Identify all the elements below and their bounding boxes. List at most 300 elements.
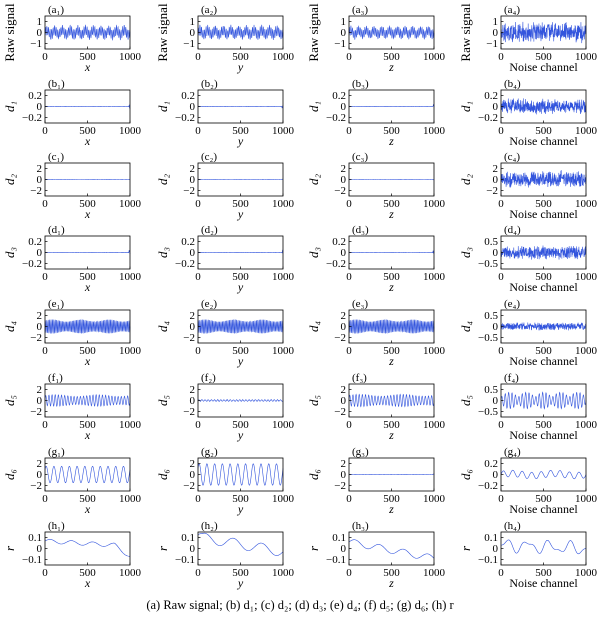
subplot-f2	[155, 372, 295, 442]
subplot-label: (e₁)	[48, 298, 65, 310]
y-axis-label: r	[458, 545, 473, 552]
y-tick-label: 0	[36, 101, 42, 114]
series-line	[501, 245, 586, 259]
x-axis-label: z	[389, 207, 394, 221]
subplot-label: (b₄)	[504, 78, 521, 90]
y-axis-label: d₃	[2, 246, 17, 259]
y-tick-label: 2	[189, 458, 195, 471]
x-axis-label: x	[84, 280, 91, 294]
y-axis-label: Raw signal	[2, 3, 17, 62]
series-line	[45, 25, 130, 41]
x-tick-label: 1000	[423, 345, 445, 357]
subplot-label: (a₃)	[352, 4, 369, 16]
y-tick-label: 0	[340, 247, 346, 260]
y-axis-label: d₃	[306, 246, 321, 259]
y-axis-label: d₃	[155, 246, 170, 259]
x-tick-label: 1000	[119, 493, 141, 505]
x-axis-label: Noise channel	[509, 428, 578, 442]
y-tick-label: −2	[334, 184, 346, 197]
y-tick-label: 2	[36, 384, 42, 397]
subplot-h2	[155, 520, 295, 590]
y-tick-label: −1	[334, 37, 346, 50]
y-tick-label: 0	[492, 27, 498, 40]
x-tick-label: 500	[383, 493, 400, 505]
subplot-g2	[155, 446, 295, 516]
x-tick-label: 0	[498, 271, 504, 283]
y-tick-label: 0	[189, 247, 195, 260]
y-tick-label: 2	[340, 310, 346, 323]
series-line	[198, 400, 283, 402]
x-tick-label: 0	[195, 493, 201, 505]
subplot-h1	[2, 520, 142, 590]
y-tick-label: 0	[36, 247, 42, 260]
series-line	[45, 539, 130, 556]
series-line	[349, 394, 434, 406]
x-tick-label: 0	[42, 51, 48, 63]
y-tick-label: 0	[189, 27, 195, 40]
y-axis-label: d₃	[458, 246, 473, 259]
series-line	[198, 464, 283, 485]
y-tick-label: 0	[492, 469, 498, 482]
series-line	[45, 320, 130, 334]
y-axis-label: d₂	[2, 173, 17, 186]
subplot-grid	[2, 3, 598, 590]
x-tick-label: 1000	[272, 345, 294, 357]
x-tick-label: 1000	[119, 198, 141, 210]
y-tick-label: 0	[492, 101, 498, 114]
x-axis-label: z	[389, 576, 394, 590]
subplot-b4	[458, 78, 598, 148]
y-tick-label: −0.1	[175, 553, 195, 566]
axes-frame	[501, 532, 586, 565]
x-tick-label: 500	[383, 567, 400, 579]
y-tick-label: 0.2	[181, 90, 195, 103]
y-axis-label: d₁	[155, 100, 170, 113]
x-tick-label: 0	[195, 198, 201, 210]
x-tick-label: 1000	[575, 493, 597, 505]
y-axis-label: d₅	[306, 394, 321, 407]
y-tick-label: −0.2	[175, 257, 195, 270]
x-tick-label: 1000	[272, 493, 294, 505]
subplot-label: (h₂)	[201, 520, 218, 532]
y-tick-label: 2	[189, 384, 195, 397]
subplot-label: (b₃)	[352, 78, 369, 90]
y-tick-label: 0	[36, 469, 42, 482]
subplot-label: (c₃)	[352, 151, 369, 163]
subplot-b3	[306, 78, 446, 148]
y-axis-label: d₄	[458, 320, 473, 333]
x-tick-label: 0	[346, 345, 352, 357]
y-axis-label: d₆	[306, 468, 321, 481]
x-tick-label: 0	[42, 567, 48, 579]
y-axis-label: d₂	[306, 173, 321, 186]
series-line	[501, 22, 586, 43]
series-line	[198, 320, 283, 334]
x-tick-label: 1000	[272, 271, 294, 283]
y-tick-label: −2	[183, 184, 195, 197]
y-tick-label: 0	[189, 321, 195, 334]
x-axis-label: x	[84, 60, 91, 74]
x-axis-label: Noise channel	[509, 280, 578, 294]
x-tick-label: 1000	[272, 567, 294, 579]
x-axis-label: x	[84, 354, 91, 368]
y-tick-label: −0.2	[326, 257, 346, 270]
x-tick-label: 500	[535, 51, 552, 63]
x-tick-label: 500	[232, 567, 249, 579]
y-tick-label: −2	[334, 405, 346, 418]
subplot-label: (a₂)	[201, 4, 218, 16]
subplot-e3	[306, 298, 446, 368]
axes-frame	[349, 532, 434, 565]
series-line	[45, 250, 130, 254]
y-tick-label: 2	[340, 458, 346, 471]
subplot-c2	[155, 151, 295, 221]
x-tick-label: 0	[195, 567, 201, 579]
y-tick-label: 0.2	[181, 236, 195, 249]
x-tick-label: 0	[498, 493, 504, 505]
subplot-label: (f₁)	[48, 372, 63, 384]
subplot-label: (h₁)	[48, 520, 65, 532]
x-axis-label: y	[237, 280, 244, 294]
y-tick-label: 0	[36, 174, 42, 187]
x-tick-label: 1000	[119, 51, 141, 63]
x-axis-label: x	[84, 576, 91, 590]
y-axis-label: Raw signal	[458, 3, 473, 62]
subplot-label: (a₁)	[48, 4, 65, 16]
y-tick-label: 0	[340, 27, 346, 40]
subplot-label: (g₃)	[352, 446, 369, 458]
subplot-label: (c₁)	[48, 151, 65, 163]
y-tick-label: 0.1	[28, 532, 42, 545]
x-tick-label: 500	[535, 567, 552, 579]
y-tick-label: 0	[492, 247, 498, 260]
y-tick-label: 0.2	[28, 236, 42, 249]
y-axis-label: d₄	[2, 320, 17, 333]
x-tick-label: 0	[498, 345, 504, 357]
y-tick-label: 2	[36, 310, 42, 323]
y-axis-label: d₁	[306, 100, 321, 113]
x-axis-label: Noise channel	[509, 134, 578, 148]
x-tick-label: 500	[232, 125, 249, 137]
subplot-label: (b₂)	[201, 78, 218, 90]
x-axis-label: y	[237, 576, 244, 590]
series-line	[501, 323, 586, 331]
y-tick-label: 0	[189, 174, 195, 187]
y-tick-label: 0.2	[332, 236, 346, 249]
x-tick-label: 1000	[575, 419, 597, 431]
subplot-label: (h₃)	[352, 520, 369, 532]
y-axis-label: d₅	[155, 394, 170, 407]
x-axis-label: Noise channel	[509, 576, 578, 590]
series-line	[349, 104, 434, 107]
x-tick-label: 1000	[272, 198, 294, 210]
subplot-g1	[2, 446, 142, 516]
x-tick-label: 500	[232, 493, 249, 505]
x-tick-label: 0	[42, 345, 48, 357]
y-axis-label: d₅	[2, 394, 17, 407]
subplot-label: (c₄)	[504, 151, 521, 163]
x-tick-label: 500	[232, 51, 249, 63]
y-tick-label: −2	[30, 479, 42, 492]
subplot-b1	[2, 78, 142, 148]
series-line	[501, 392, 586, 408]
x-tick-label: 500	[79, 51, 96, 63]
series-line	[349, 179, 434, 180]
x-tick-label: 0	[346, 51, 352, 63]
y-tick-label: −0.2	[478, 479, 498, 492]
subplot-f4	[458, 372, 598, 442]
y-tick-label: −0.1	[22, 553, 42, 566]
y-tick-label: 0	[492, 543, 498, 556]
y-tick-label: 1	[492, 16, 498, 29]
x-tick-label: 0	[346, 198, 352, 210]
y-tick-label: 1	[36, 16, 42, 29]
y-tick-label: −2	[30, 405, 42, 418]
subplot-g3	[306, 446, 446, 516]
y-tick-label: 0	[340, 543, 346, 556]
subplot-h3	[306, 520, 446, 590]
y-tick-label: 2	[189, 163, 195, 176]
x-tick-label: 500	[79, 493, 96, 505]
x-tick-label: 500	[383, 345, 400, 357]
x-tick-label: 500	[79, 567, 96, 579]
subplot-label: (d₂)	[201, 224, 218, 236]
subplot-d2	[155, 224, 295, 294]
y-axis-label: d₆	[458, 468, 473, 481]
subplot-label: (a₄)	[504, 4, 521, 16]
subplot-g4	[458, 446, 598, 516]
y-axis-label: Raw signal	[306, 3, 321, 62]
x-tick-label: 1000	[119, 419, 141, 431]
x-tick-label: 500	[535, 125, 552, 137]
series-line	[45, 466, 130, 483]
x-tick-label: 0	[498, 567, 504, 579]
axes-frame	[45, 532, 130, 565]
x-tick-label: 500	[79, 125, 96, 137]
subplot-e4	[458, 298, 598, 368]
x-tick-label: 0	[346, 271, 352, 283]
x-tick-label: 0	[42, 493, 48, 505]
y-tick-label: −0.1	[326, 553, 346, 566]
subplot-h4	[458, 520, 598, 590]
x-tick-label: 500	[383, 419, 400, 431]
x-tick-label: 0	[195, 271, 201, 283]
y-tick-label: 0.1	[332, 532, 346, 545]
y-tick-label: 0.2	[484, 90, 498, 103]
y-axis-label: d₂	[458, 173, 473, 186]
x-tick-label: 0	[195, 419, 201, 431]
series-line	[349, 320, 434, 334]
y-tick-label: −0.5	[478, 257, 498, 270]
x-tick-label: 500	[232, 345, 249, 357]
x-axis-label: z	[389, 428, 394, 442]
subplot-e2	[155, 298, 295, 368]
subplot-label: (f₂)	[201, 372, 216, 384]
x-tick-label: 1000	[272, 51, 294, 63]
x-tick-label: 0	[498, 51, 504, 63]
y-tick-label: 2	[36, 458, 42, 471]
y-tick-label: −0.2	[478, 111, 498, 124]
y-axis-label: d₄	[306, 320, 321, 333]
x-axis-label: z	[389, 354, 394, 368]
x-tick-label: 0	[195, 345, 201, 357]
figure-caption: (a) Raw signal; (b) d₁; (c) d₂; (d) d₃; (e) d₄; (f) d₅; (g) d₆; (h) r	[146, 598, 454, 612]
x-axis-label: y	[237, 134, 244, 148]
x-tick-label: 500	[232, 198, 249, 210]
subplot-label: (e₂)	[201, 298, 218, 310]
series-line	[198, 106, 283, 109]
y-tick-label: −2	[334, 479, 346, 492]
series-line	[349, 540, 434, 559]
y-tick-label: 0.2	[28, 90, 42, 103]
y-tick-label: −0.2	[326, 111, 346, 124]
y-axis-label: d₆	[2, 468, 17, 481]
y-axis-label: d₁	[458, 100, 473, 113]
subplot-a1	[2, 3, 142, 74]
y-tick-label: 0	[340, 395, 346, 408]
subplot-label: (d₄)	[504, 224, 521, 236]
y-tick-label: 0	[189, 101, 195, 114]
x-tick-label: 500	[79, 345, 96, 357]
y-tick-label: 2	[189, 310, 195, 323]
x-tick-label: 500	[383, 198, 400, 210]
subplot-b2	[155, 78, 295, 148]
x-tick-label: 500	[535, 493, 552, 505]
subplot-label: (b₁)	[48, 78, 65, 90]
y-axis-label: d₄	[155, 320, 170, 333]
x-tick-label: 500	[383, 51, 400, 63]
y-tick-label: −0.2	[22, 111, 42, 124]
y-tick-label: 0.1	[484, 532, 498, 545]
x-tick-label: 1000	[423, 271, 445, 283]
x-axis-label: Noise channel	[509, 60, 578, 74]
series-line	[501, 540, 586, 554]
subplot-label: (h₄)	[504, 520, 521, 532]
subplot-a2	[155, 3, 295, 74]
subplot-label: (d₁)	[48, 224, 65, 236]
x-tick-label: 0	[42, 125, 48, 137]
x-tick-label: 1000	[119, 567, 141, 579]
x-tick-label: 500	[79, 419, 96, 431]
x-tick-label: 1000	[423, 567, 445, 579]
y-axis-label: d₁	[2, 100, 17, 113]
x-tick-label: 1000	[272, 125, 294, 137]
y-tick-label: 2	[340, 384, 346, 397]
y-tick-label: −0.2	[175, 111, 195, 124]
x-tick-label: 1000	[423, 419, 445, 431]
x-tick-label: 0	[346, 493, 352, 505]
y-tick-label: 0	[492, 395, 498, 408]
y-tick-label: −1	[486, 37, 498, 50]
y-tick-label: 0	[36, 27, 42, 40]
x-tick-label: 1000	[119, 125, 141, 137]
y-tick-label: 0	[492, 321, 498, 334]
x-tick-label: 0	[498, 198, 504, 210]
y-axis-label: d₂	[155, 173, 170, 186]
y-tick-label: 0	[36, 543, 42, 556]
x-tick-label: 500	[79, 271, 96, 283]
y-tick-label: 0	[189, 395, 195, 408]
x-axis-label: z	[389, 502, 394, 516]
x-axis-label: y	[237, 502, 244, 516]
y-tick-label: −2	[30, 331, 42, 344]
x-tick-label: 1000	[423, 198, 445, 210]
x-axis-label: x	[84, 502, 91, 516]
y-tick-label: 1	[189, 16, 195, 29]
y-tick-label: −0.2	[22, 257, 42, 270]
y-tick-label: −1	[183, 37, 195, 50]
x-tick-label: 1000	[119, 345, 141, 357]
y-tick-label: 0	[340, 321, 346, 334]
y-tick-label: 0.2	[332, 90, 346, 103]
x-axis-label: Noise channel	[509, 354, 578, 368]
x-tick-label: 0	[42, 198, 48, 210]
x-tick-label: 0	[42, 271, 48, 283]
series-line	[45, 105, 130, 108]
y-tick-label: 0	[36, 321, 42, 334]
x-axis-label: z	[389, 280, 394, 294]
x-tick-label: 500	[535, 419, 552, 431]
x-axis-label: y	[237, 60, 244, 74]
x-tick-label: 0	[346, 419, 352, 431]
y-axis-label: d₆	[155, 468, 170, 481]
subplot-label: (e₄)	[504, 298, 521, 310]
x-axis-label: x	[84, 207, 91, 221]
y-tick-label: −2	[183, 405, 195, 418]
subplot-label: (c₂)	[201, 151, 218, 163]
y-axis-label: r	[306, 545, 321, 552]
x-axis-label: Noise channel	[509, 502, 578, 516]
x-tick-label: 1000	[575, 198, 597, 210]
axes-frame	[45, 458, 130, 491]
subplot-label: (g₂)	[201, 446, 218, 458]
y-tick-label: −2	[183, 331, 195, 344]
subplot-d4	[458, 224, 598, 294]
x-tick-label: 0	[498, 125, 504, 137]
subplot-c1	[2, 151, 142, 221]
x-tick-label: 0	[346, 567, 352, 579]
x-tick-label: 0	[346, 125, 352, 137]
y-tick-label: −0.5	[478, 405, 498, 418]
y-tick-label: −1	[30, 37, 42, 50]
x-tick-label: 0	[498, 419, 504, 431]
y-tick-label: 2	[492, 163, 498, 176]
x-tick-label: 0	[42, 419, 48, 431]
series-line	[349, 26, 434, 40]
series-line	[501, 470, 586, 479]
subplot-label: (d₃)	[352, 224, 369, 236]
y-tick-label: −0.1	[478, 553, 498, 566]
subplot-e1	[2, 298, 142, 368]
series-line	[349, 474, 434, 475]
series-line	[501, 98, 586, 114]
series-line	[198, 533, 283, 555]
y-tick-label: 0.5	[484, 236, 498, 249]
x-tick-label: 1000	[575, 125, 597, 137]
subplot-d3	[306, 224, 446, 294]
x-axis-label: z	[389, 60, 394, 74]
x-axis-label: y	[237, 207, 244, 221]
x-axis-label: z	[389, 134, 394, 148]
x-tick-label: 1000	[575, 51, 597, 63]
x-tick-label: 1000	[423, 493, 445, 505]
axes-frame	[198, 458, 283, 491]
y-tick-label: 0	[189, 469, 195, 482]
x-tick-label: 0	[195, 51, 201, 63]
y-tick-label: −2	[334, 331, 346, 344]
x-tick-label: 500	[535, 345, 552, 357]
subplot-a3	[306, 3, 446, 74]
